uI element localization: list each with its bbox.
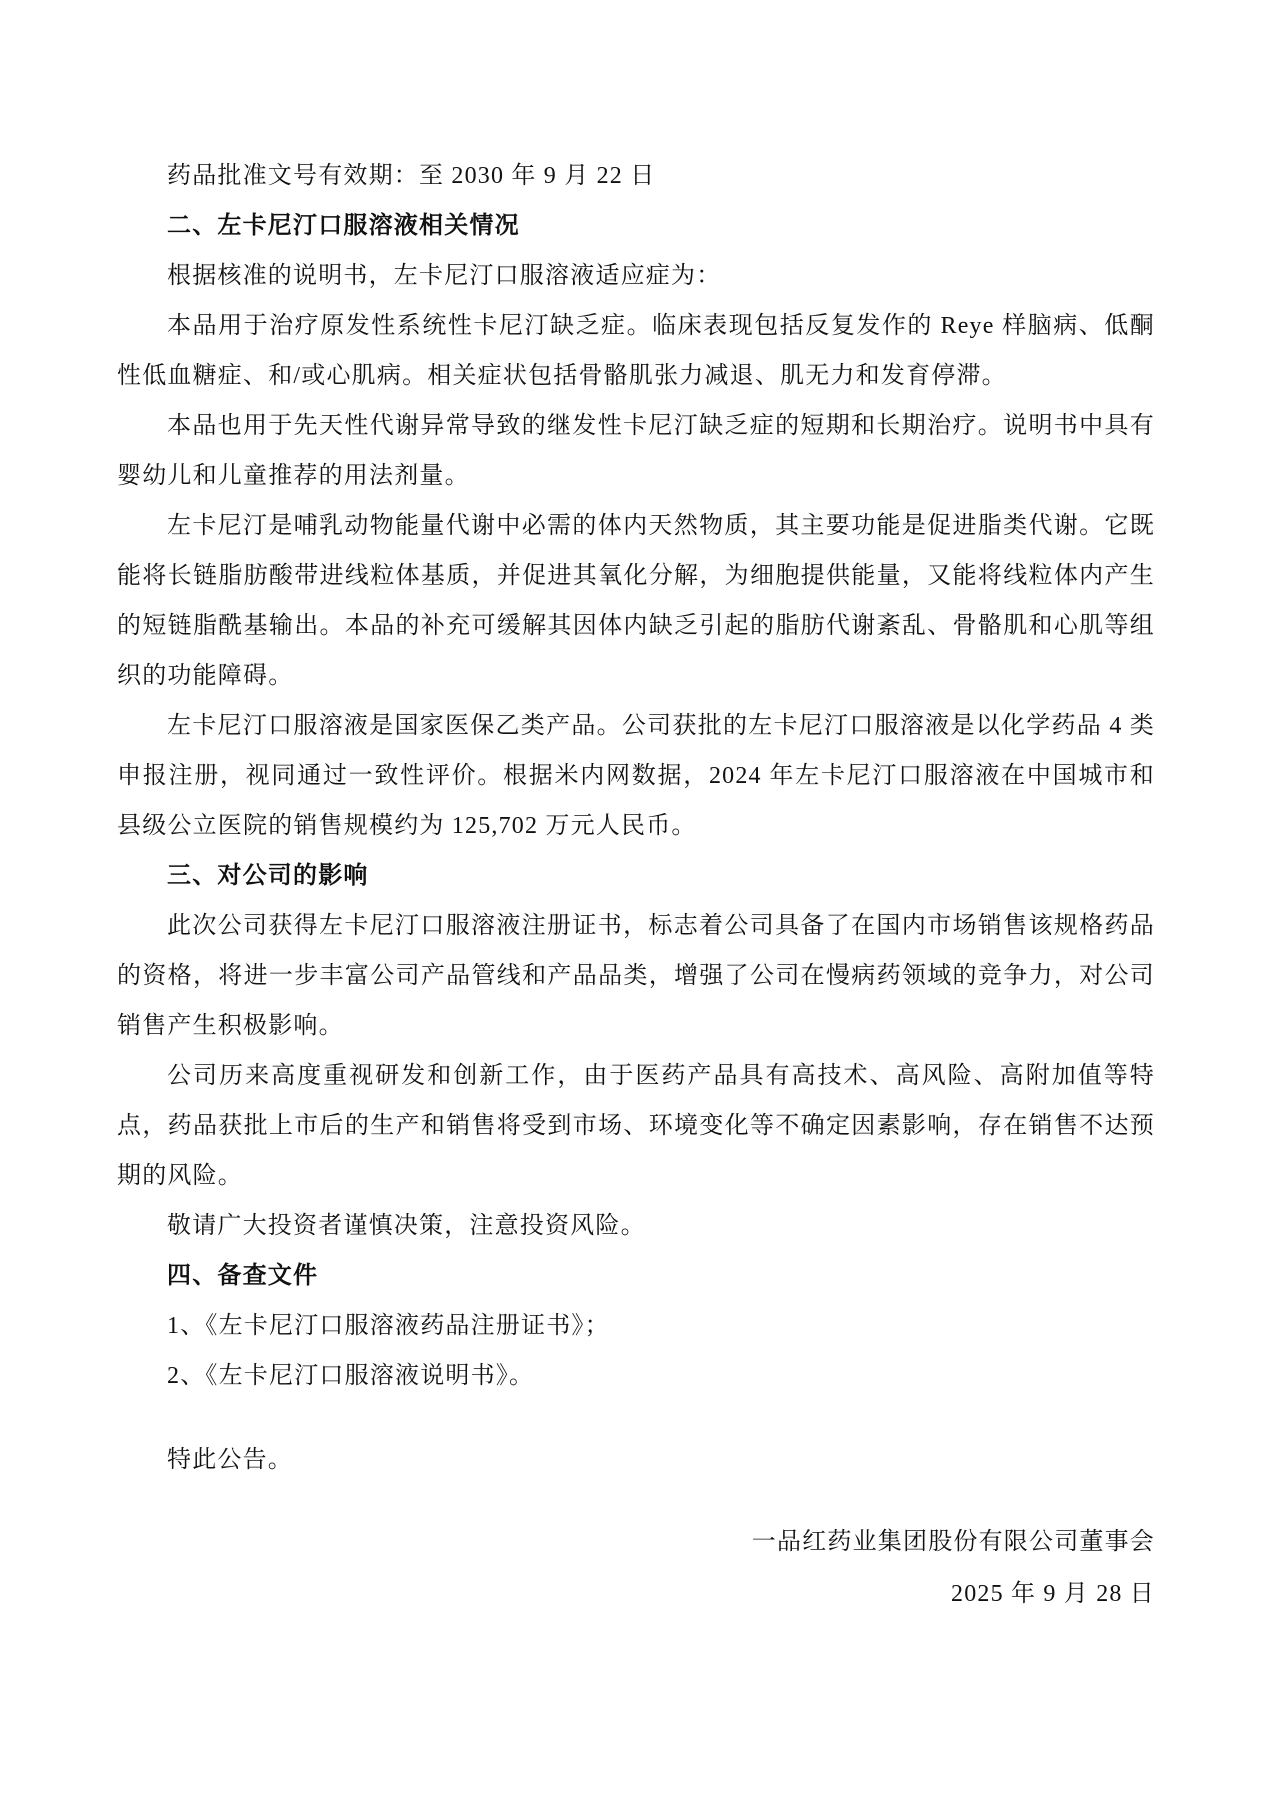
paragraph-investor-notice: 敬请广大投资者谨慎决策，注意投资风险。 [167, 1213, 646, 1239]
validity-line: 药品批准文号有效期：至 2030 年 9 月 22 日 [167, 163, 656, 189]
paragraph-primary-deficiency: 本品用于治疗原发性系统性卡尼汀缺乏症。临床表现包括反复发作的 Reye 样脑病、低酮性低血糖症、和/或心肌病。相关症状包括骨骼肌张力减退、肌无力和发育停滞。 [117, 313, 1155, 389]
paragraph-risk: 公司历来高度重视研发和创新工作，由于医药产品具有高技术、高风险、高附加值等特点，药品获批上市后的生产和销售将受到市场、环境变化等不确定因素影响，存在销售不达预期的风险。 [117, 1063, 1155, 1189]
document-body [117, 151, 1155, 1620]
section-heading-3: 三、对公司的影响 [167, 863, 369, 889]
reference-document-2: 2、《左卡尼汀口服溶液说明书》。 [167, 1363, 535, 1389]
paragraph-mechanism: 左卡尼汀是哺乳动物能量代谢中必需的体内天然物质，其主要功能是促进脂类代谢。它既能将长链脂肪酸带进线粒体基质，并促进其氧化分解，为细胞提供能量，又能将线粒体内产生的短链脂酰基输出。本品的补充可缓解其因体内缺乏引起的脂肪代谢紊乱、骨骼肌和心肌等组织的功能障碍。 [117, 513, 1155, 689]
paragraph-indication-intro: 根据核准的说明书，左卡尼汀口服溶液适应症为： [167, 263, 722, 289]
section-heading-4: 四、备查文件 [167, 1263, 319, 1289]
reference-document-1: 1、《左卡尼汀口服溶液药品注册证书》； [167, 1313, 610, 1339]
signature-block [117, 1516, 1155, 1620]
paragraph-company-impact: 此次公司获得左卡尼汀口服溶液注册证书，标志着公司具备了在国内市场销售该规格药品的资格，将进一步丰富公司产品管线和产品品类，增强了公司在慢病药领域的竞争力，对公司销售产生积极影响。 [117, 913, 1155, 1039]
section-heading-2: 二、左卡尼汀口服溶液相关情况 [167, 213, 520, 239]
paragraph-market-data: 左卡尼汀口服溶液是国家医保乙类产品。公司获批的左卡尼汀口服溶液是以化学药品 4 类申报注册，视同通过一致性评价。根据米内网数据，2024 年左卡尼汀口服溶液在中国城市和县级公立医院的销售规模约为 125,702 万元人民币。 [117, 713, 1155, 839]
signature-company: 一品红药业集团股份有限公司董事会 [751, 1529, 1155, 1555]
paragraph-secondary-deficiency: 本品也用于先天性代谢异常导致的继发性卡尼汀缺乏症的短期和长期治疗。说明书中具有婴幼儿和儿童推荐的用法剂量。 [117, 413, 1155, 489]
signature-date: 2025 年 9 月 28 日 [951, 1581, 1155, 1607]
closing-line: 特此公告。 [167, 1447, 293, 1473]
